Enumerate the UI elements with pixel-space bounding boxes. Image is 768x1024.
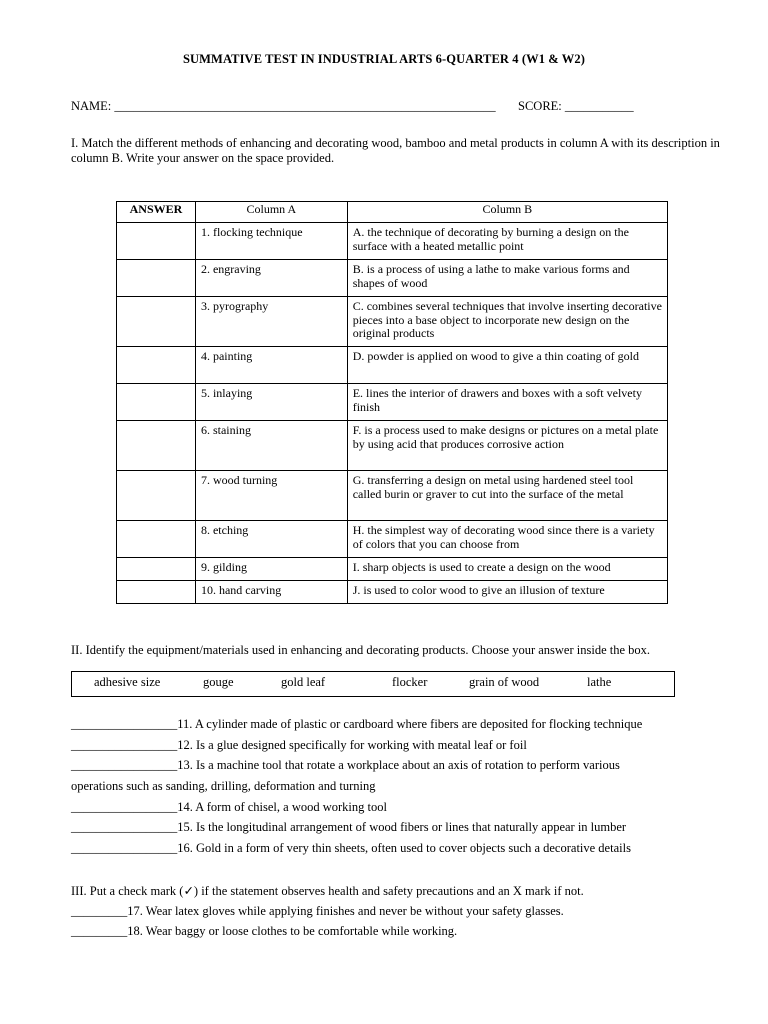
column-a-cell: 6. staining xyxy=(195,421,347,471)
table-row xyxy=(117,581,668,604)
question-item[interactable]: _________18. Wear baggy or loose clothes to be comfortable while working. xyxy=(71,924,458,938)
column-a-cell: 4. painting xyxy=(195,347,347,384)
part1-instruction: I. Match the different methods of enhancing and decorating wood, bamboo and metal products in column A with its description in column B. Write your answer on the space provided. xyxy=(71,136,720,165)
header-answer: ANSWER xyxy=(117,202,196,223)
table-row xyxy=(117,223,668,260)
choice-item: flocker xyxy=(392,675,428,689)
table-row xyxy=(117,521,668,558)
answer-cell[interactable] xyxy=(117,384,196,421)
answer-cell[interactable] xyxy=(117,558,196,581)
answer-cell[interactable] xyxy=(117,581,196,604)
column-b-cell: A. the technique of decorating by burning a design on the surface with a heated metallic point xyxy=(347,223,667,260)
column-a-cell: 1. flocking technique xyxy=(195,223,347,260)
choice-item: gouge xyxy=(203,675,234,689)
name-field[interactable]: NAME: _____________________________________________________________ xyxy=(71,99,496,113)
table-row xyxy=(117,558,668,581)
answer-cell[interactable] xyxy=(117,421,196,471)
header-column-b: Column B xyxy=(347,202,667,223)
question-item[interactable]: _________________11. A cylinder made of plastic or cardboard where fibers are deposited for flocking technique xyxy=(71,717,643,731)
header-column-a: Column A xyxy=(195,202,347,223)
column-a-cell: 10. hand carving xyxy=(195,581,347,604)
column-b-cell: B. is a process of using a lathe to make various forms and shapes of wood xyxy=(347,260,667,297)
column-b-cell: H. the simplest way of decorating wood since there is a variety of colors that you can choose from xyxy=(347,521,667,558)
column-a-cell: 3. pyrography xyxy=(195,297,347,347)
answer-cell[interactable] xyxy=(117,347,196,384)
answer-cell[interactable] xyxy=(117,521,196,558)
answer-cell[interactable] xyxy=(117,297,196,347)
matching-table xyxy=(116,201,668,604)
table-row xyxy=(117,297,668,347)
choice-item: adhesive size xyxy=(94,675,161,689)
page-title: SUMMATIVE TEST IN INDUSTRIAL ARTS 6-QUARTER 4 (W1 & W2) xyxy=(182,52,586,66)
table-row xyxy=(117,260,668,297)
column-b-cell: F. is a process used to make designs or pictures on a metal plate by using acid that produces corrosive action xyxy=(347,421,667,471)
column-a-cell: 9. gilding xyxy=(195,558,347,581)
question-item[interactable]: _________________12. Is a glue designed specifically for working with meatal leaf or foil xyxy=(71,738,527,752)
answer-cell[interactable] xyxy=(117,471,196,521)
column-a-cell: 8. etching xyxy=(195,521,347,558)
choice-item: grain of wood xyxy=(469,675,540,689)
choice-item: gold leaf xyxy=(281,675,326,689)
column-b-cell: D. powder is applied on wood to give a thin coating of gold xyxy=(347,347,667,384)
column-b-cell: E. lines the interior of drawers and boxes with a soft velvety finish xyxy=(347,384,667,421)
table-row xyxy=(117,347,668,384)
column-b-cell: J. is used to color wood to give an illusion of texture xyxy=(347,581,667,604)
column-b-cell: I. sharp objects is used to create a design on the wood xyxy=(347,558,667,581)
column-a-cell: 5. inlaying xyxy=(195,384,347,421)
score-field[interactable]: SCORE: ___________ xyxy=(518,99,634,113)
question-item-continuation: operations such as sanding, drilling, deformation and turning xyxy=(71,779,376,793)
question-item[interactable]: _________________16. Gold in a form of very thin sheets, often used to cover objects such a decorative details xyxy=(71,841,631,855)
question-item[interactable]: _________________14. A form of chisel, a wood working tool xyxy=(71,800,387,814)
table-row xyxy=(117,421,668,471)
part3-instruction: III. Put a check mark (✓) if the statement observes health and safety precautions and an X mark if not. xyxy=(71,884,584,898)
column-a-cell: 2. engraving xyxy=(195,260,347,297)
question-item[interactable]: _________________13. Is a machine tool that rotate a workplace about an axis of rotation to perform various xyxy=(71,758,620,772)
choice-item: lathe xyxy=(587,675,612,689)
question-item[interactable]: _________________15. Is the longitudinal arrangement of wood fibers or lines that naturally appear in lumber xyxy=(71,820,627,834)
answer-cell[interactable] xyxy=(117,260,196,297)
choices-box xyxy=(71,671,675,697)
column-b-cell: G. transferring a design on metal using hardened steel tool called burin or graver to cut into the surface of the metal xyxy=(347,471,667,521)
question-item[interactable]: _________17. Wear latex gloves while applying finishes and never be without your safety glasses. xyxy=(71,904,564,918)
column-b-cell: C. combines several techniques that involve inserting decorative pieces into a base object to incorporate new design on the original products xyxy=(347,297,667,347)
part2-instruction: II. Identify the equipment/materials used in enhancing and decorating products. Choose your answer inside the box. xyxy=(71,643,651,657)
table-row xyxy=(117,384,668,421)
table-header-row xyxy=(117,202,668,223)
table-row xyxy=(117,471,668,521)
column-a-cell: 7. wood turning xyxy=(195,471,347,521)
answer-cell[interactable] xyxy=(117,223,196,260)
